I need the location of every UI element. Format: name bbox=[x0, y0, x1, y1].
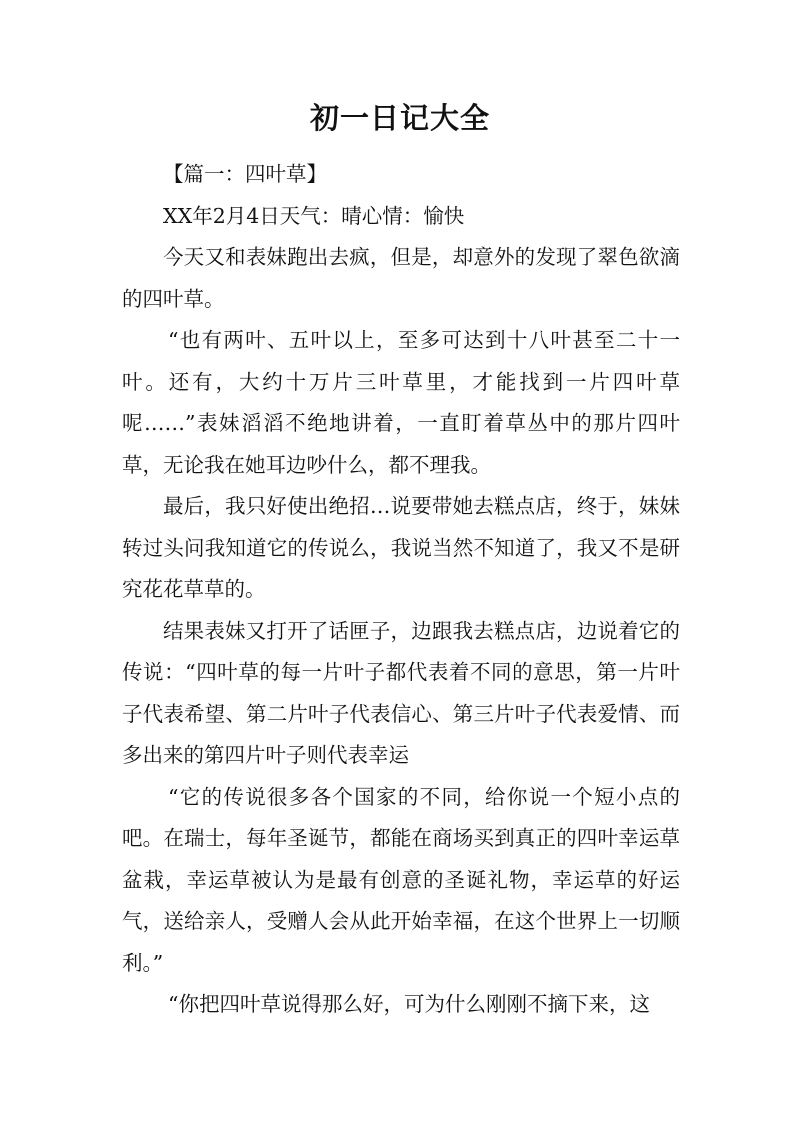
body-paragraph: 今天又和表妹跑出去疯，但是，却意外的发现了翠色欲滴的四叶草。 bbox=[122, 245, 680, 311]
document-body bbox=[122, 154, 680, 1026]
body-paragraph: 结果表妹又打开了话匣子，边跟我去糕点店，边说着它的传说：“四叶草的每一片叶子都代表着不同的意思，第一片叶子代表希望、第二片叶子代表信心、第三片叶子代表爱情、而多出来的第四片叶子则代表幸运 bbox=[122, 618, 680, 767]
body-paragraph: “你把四叶草说得那么好，可为什么刚刚不摘下来，这 bbox=[168, 992, 650, 1016]
document-title: 初一日记大全 bbox=[309, 101, 490, 135]
section-heading: 【篇一：四叶草】 bbox=[163, 162, 327, 186]
body-paragraph: “它的传说很多各个国家的不同，给你说一个短小点的吧。在瑞士，每年圣诞节，都能在商场买到真正的四叶幸运草盆栽，幸运草被认为是最有创意的圣诞礼物，幸运草的好运气，送给亲人，受赠人会从此开始幸福，在这个世界上一切顺利。” bbox=[122, 784, 680, 975]
body-paragraph: 最后，我只好使出绝招…说要带她去糕点店，终于，妹妹转过头问我知道它的传说么，我说当然不知道了，我又不是研究花花草草的。 bbox=[122, 494, 680, 601]
body-paragraph: “也有两叶、五叶以上，至多可达到十八叶甚至二十一叶。还有，大约十万片三叶草里，才能找到一片四叶草呢……”表妹滔滔不绝地讲着，一直盯着草丛中的那片四叶草，无论我在她耳边吵什么，都不理我。 bbox=[122, 328, 680, 477]
diary-date-line: XX年2月4日天气：晴心情：愉快 bbox=[163, 203, 465, 228]
